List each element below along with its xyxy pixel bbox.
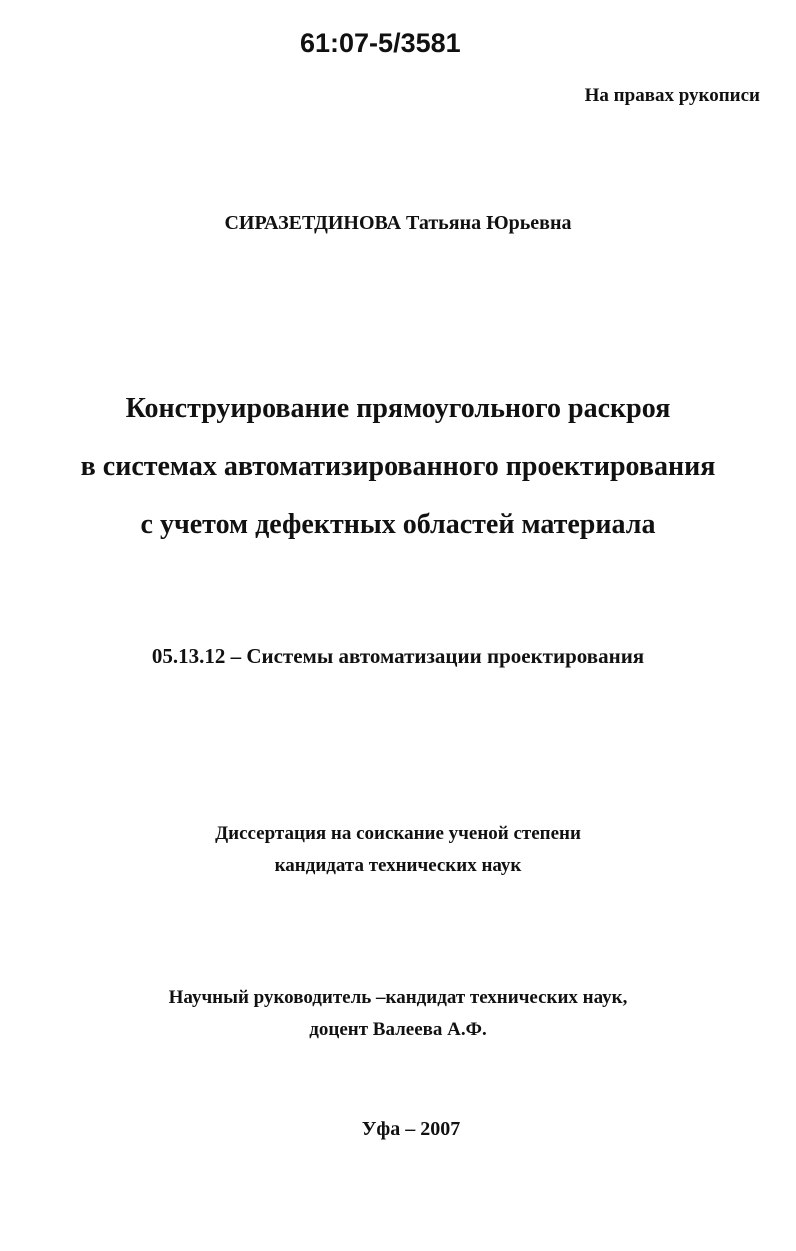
advisor-line-1: Научный руководитель –кандидат технических наук, <box>168 987 628 1008</box>
title-line-2: в системах автоматизированного проектирования <box>80 451 716 482</box>
specialty-code: 05.13.12 – Системы автоматизации проектирования <box>151 644 645 668</box>
dissertation-title <box>0 380 796 554</box>
author-name: СИРАЗЕТДИНОВА Татьяна Юрьевна <box>224 212 572 234</box>
manuscript-rights-note: На правах рукописи <box>584 85 760 106</box>
title-line-3: с учетом дефектных областей материала <box>140 509 656 540</box>
archive-stamp-number: 61:07-5/3581 <box>300 28 461 58</box>
advisor-line-2: доцент Валеева А.Ф. <box>309 1019 487 1040</box>
degree-line-2: кандидата технических наук <box>274 855 522 876</box>
title-line-1: Конструирование прямоугольного раскроя <box>125 393 671 424</box>
scientific-advisor <box>0 982 796 1046</box>
degree-line-1: Диссертация на соискание ученой степени <box>215 823 581 844</box>
degree-statement <box>0 818 796 882</box>
city-year: Уфа – 2007 <box>361 1118 461 1140</box>
